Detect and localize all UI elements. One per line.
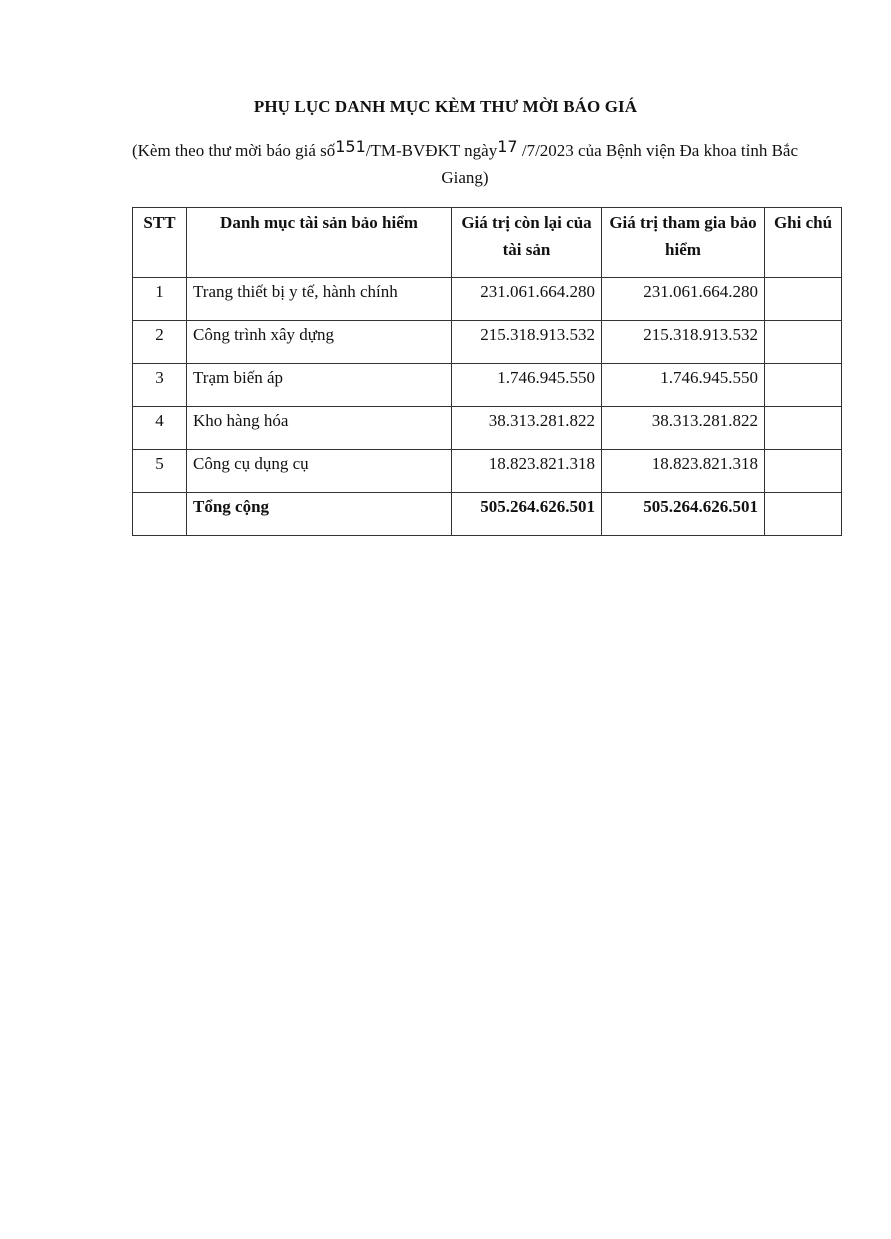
row-insured-value: 18.823.821.318: [602, 450, 765, 493]
total-note: [765, 493, 842, 536]
row-note: [765, 407, 842, 450]
row-remaining-value: 38.313.281.822: [452, 407, 602, 450]
table-row: [133, 407, 842, 450]
row-category: Trạm biến áp: [187, 364, 452, 407]
total-stt: [133, 493, 187, 536]
row-note: [765, 321, 842, 364]
row-insured-value: 38.313.281.822: [602, 407, 765, 450]
header-insured-value: Giá trị tham gia bảo hiểm: [602, 208, 765, 278]
row-stt: 4: [133, 407, 187, 450]
table-header-row: [133, 208, 842, 278]
row-category: Kho hàng hóa: [187, 407, 452, 450]
table-row: [133, 278, 842, 321]
letter-day: 17: [497, 137, 518, 156]
row-stt: 1: [133, 278, 187, 321]
table-row: [133, 364, 842, 407]
row-note: [765, 450, 842, 493]
row-remaining-value: 215.318.913.532: [452, 321, 602, 364]
table-row: [133, 321, 842, 364]
row-note: [765, 278, 842, 321]
subtitle-part2: /TM-BVĐKT ngày: [365, 141, 498, 160]
row-note: [765, 364, 842, 407]
table-row: [133, 450, 842, 493]
letter-number: 151: [335, 137, 366, 156]
row-remaining-value: 231.061.664.280: [452, 278, 602, 321]
document-subtitle: [120, 137, 810, 191]
row-insured-value: 231.061.664.280: [602, 278, 765, 321]
subtitle-part1: (Kèm theo thư mời báo giá số: [131, 141, 336, 160]
header-remaining-value: Giá trị còn lại của tài sản: [452, 208, 602, 278]
table-total-row: [133, 493, 842, 536]
row-remaining-value: 18.823.821.318: [452, 450, 602, 493]
row-remaining-value: 1.746.945.550: [452, 364, 602, 407]
assets-table: [132, 207, 842, 536]
row-insured-value: 215.318.913.532: [602, 321, 765, 364]
total-label: Tổng cộng: [187, 493, 452, 536]
row-category: Công cụ dụng cụ: [187, 450, 452, 493]
row-category: Trang thiết bị y tế, hành chính: [187, 278, 452, 321]
row-stt: 2: [133, 321, 187, 364]
document-title: PHỤ LỤC DANH MỤC KÈM THƯ MỜI BÁO GIÁ: [253, 97, 638, 116]
row-stt: 3: [133, 364, 187, 407]
total-remaining-value: 505.264.626.501: [452, 493, 602, 536]
header-stt: STT: [133, 208, 187, 278]
row-insured-value: 1.746.945.550: [602, 364, 765, 407]
total-insured-value: 505.264.626.501: [602, 493, 765, 536]
header-category: Danh mục tài sản bảo hiểm: [187, 208, 452, 278]
header-note: Ghi chú: [765, 208, 842, 278]
subtitle-part3: /7/2023 của Bệnh viện Đa khoa tỉnh Bắc Giang): [441, 141, 799, 187]
row-category: Công trình xây dựng: [187, 321, 452, 364]
row-stt: 5: [133, 450, 187, 493]
